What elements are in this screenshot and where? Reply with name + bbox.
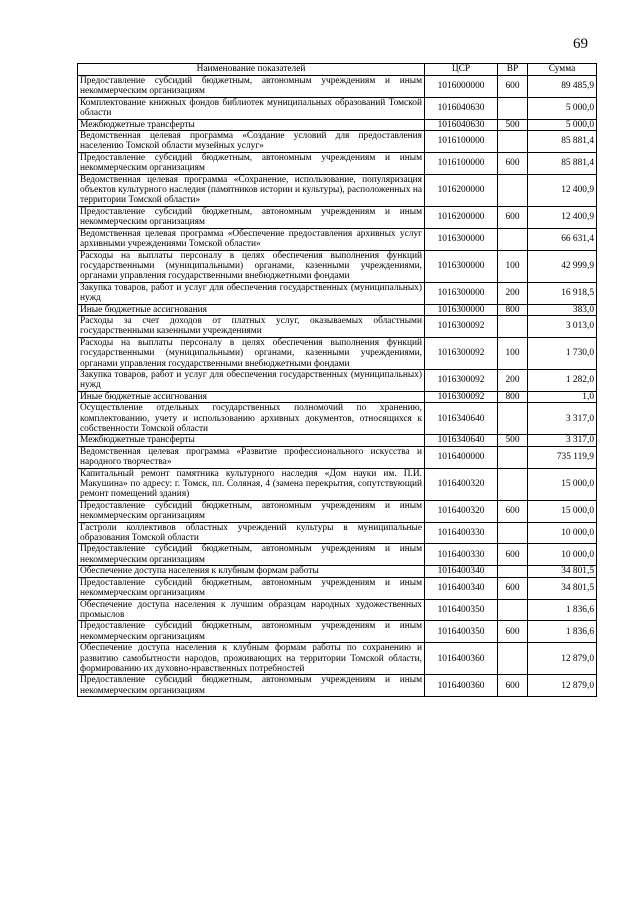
- cell-csr: 1016400000: [425, 446, 498, 468]
- cell-csr: 1016300000: [425, 282, 498, 304]
- cell-csr: 1016340640: [425, 403, 498, 435]
- cell-sum: 5 000,0: [528, 97, 597, 119]
- cell-vr: [498, 468, 528, 500]
- cell-sum: 85 881,4: [528, 152, 597, 174]
- table-row: [78, 282, 597, 304]
- page-number: 69: [573, 36, 588, 52]
- cell-vr: 600: [498, 544, 528, 566]
- table-row: [78, 391, 597, 402]
- table-row: [78, 577, 597, 599]
- cell-csr: 1016400320: [425, 468, 498, 500]
- cell-name: Предоставление субсидий бюджетным, автономным учреждениям и иным некоммерческим организациям: [78, 500, 425, 522]
- cell-name: Ведомственная целевая программа «Сохранение, использование, популяризация объектов культурного наследия (памятников истории и культуры), расположенных на территории Томской области»: [78, 174, 425, 206]
- cell-csr: 1016040630: [425, 97, 498, 119]
- cell-vr: [498, 97, 528, 119]
- cell-vr: 100: [498, 250, 528, 282]
- cell-name: Расходы на выплаты персоналу в целях обеспечения выполнения функций государственными (муниципальными) органами, казенными учреждениями, органами управления государственными внебюджетными фондами: [78, 250, 425, 282]
- cell-vr: [498, 566, 528, 577]
- cell-sum: 5 000,0: [528, 119, 597, 130]
- table-row: [78, 566, 597, 577]
- cell-csr: 1016400350: [425, 599, 498, 621]
- cell-sum: 34 801,5: [528, 577, 597, 599]
- cell-sum: 16 918,5: [528, 282, 597, 304]
- cell-vr: 500: [498, 119, 528, 130]
- cell-csr: 1016400330: [425, 522, 498, 544]
- table-header: [78, 64, 597, 76]
- table-row: [78, 152, 597, 174]
- cell-csr: 1016300092: [425, 337, 498, 369]
- cell-sum: 735 119,9: [528, 446, 597, 468]
- cell-csr: 1016300092: [425, 369, 498, 391]
- cell-vr: 600: [498, 500, 528, 522]
- cell-csr: 1016100000: [425, 152, 498, 174]
- table-row: [78, 131, 597, 153]
- cell-csr: 1016300000: [425, 250, 498, 282]
- cell-vr: [498, 131, 528, 153]
- table-row: [78, 228, 597, 250]
- cell-sum: 15 000,0: [528, 500, 597, 522]
- table-row: [78, 675, 597, 697]
- budget-table: [77, 63, 597, 697]
- cell-vr: 500: [498, 435, 528, 446]
- cell-vr: [498, 228, 528, 250]
- cell-vr: 600: [498, 76, 528, 98]
- cell-name: Расходы на выплаты персоналу в целях обеспечения выполнения функций государственными (муниципальными) органами, казенными учреждениями, органами управления государственными внебюджетными фондами: [78, 337, 425, 369]
- cell-name: Расходы за счет доходов от платных услуг, оказываемых областными государственными казенными учреждениями: [78, 315, 425, 337]
- cell-sum: 12 400,9: [528, 174, 597, 206]
- header-sum: Сумма: [528, 64, 597, 76]
- table-row: [78, 544, 597, 566]
- cell-csr: 1016340640: [425, 435, 498, 446]
- table-row: [78, 315, 597, 337]
- cell-name: Межбюджетные трансферты: [78, 435, 425, 446]
- cell-vr: 800: [498, 304, 528, 315]
- cell-vr: [498, 446, 528, 468]
- header-vr: ВР: [498, 64, 528, 76]
- cell-sum: 1 730,0: [528, 337, 597, 369]
- header-csr: ЦСР: [425, 64, 498, 76]
- cell-sum: 85 881,4: [528, 131, 597, 153]
- table-row: [78, 76, 597, 98]
- cell-name: Ведомственная целевая программа «Создание условий для предоставления населению Томской области музейных услуг»: [78, 131, 425, 153]
- cell-name: Предоставление субсидий бюджетным, автономным учреждениям и иным некоммерческим организациям: [78, 206, 425, 228]
- cell-name: Предоставление субсидий бюджетным, автономным учреждениям и иным некоммерческим организациям: [78, 621, 425, 643]
- cell-csr: 1016300000: [425, 228, 498, 250]
- cell-name: Комплектование книжных фондов библиотек муниципальных образований Томской области: [78, 97, 425, 119]
- cell-name: Обеспечение доступа населения к клубным формам работы: [78, 566, 425, 577]
- cell-sum: 89 485,9: [528, 76, 597, 98]
- table-row: [78, 403, 597, 435]
- cell-csr: 1016400360: [425, 643, 498, 675]
- table-row: [78, 468, 597, 500]
- cell-sum: 3 317,0: [528, 435, 597, 446]
- cell-name: Капитальный ремонт памятника культурного наследия «Дом науки им. П.И. Макушина» по адресу: г. Томск, пл. Соляная, 4 (замена перекрытия, сопутствующий ремонт помещений здания): [78, 468, 425, 500]
- cell-vr: [498, 174, 528, 206]
- table-row: [78, 250, 597, 282]
- cell-vr: 100: [498, 337, 528, 369]
- cell-sum: 10 000,0: [528, 522, 597, 544]
- cell-csr: 1016040630: [425, 119, 498, 130]
- table-row: [78, 435, 597, 446]
- cell-csr: 1016000000: [425, 76, 498, 98]
- cell-name: Предоставление субсидий бюджетным, автономным учреждениям и иным некоммерческим организациям: [78, 577, 425, 599]
- table-row: [78, 643, 597, 675]
- cell-vr: 600: [498, 152, 528, 174]
- cell-sum: 3 013,0: [528, 315, 597, 337]
- table-row: [78, 97, 597, 119]
- cell-sum: 66 631,4: [528, 228, 597, 250]
- cell-vr: [498, 315, 528, 337]
- table-row: [78, 206, 597, 228]
- cell-csr: 1016400350: [425, 621, 498, 643]
- cell-sum: 3 317,0: [528, 403, 597, 435]
- cell-vr: 600: [498, 577, 528, 599]
- cell-name: Гастроли коллективов областных учреждений культуры в муниципальные образования Томской области: [78, 522, 425, 544]
- table-row: [78, 119, 597, 130]
- cell-name: Осуществление отдельных государственных полномочий по хранению, комплектованию, учету и использованию архивных документов, относящихся к собственности Томской области: [78, 403, 425, 435]
- cell-name: Предоставление субсидий бюджетным, автономным учреждениям и иным некоммерческим организациям: [78, 152, 425, 174]
- cell-sum: 383,0: [528, 304, 597, 315]
- cell-csr: 1016300092: [425, 315, 498, 337]
- cell-csr: 1016400340: [425, 566, 498, 577]
- cell-vr: 600: [498, 621, 528, 643]
- cell-csr: 1016400330: [425, 544, 498, 566]
- cell-vr: [498, 522, 528, 544]
- cell-vr: 800: [498, 391, 528, 402]
- table-row: [78, 446, 597, 468]
- cell-name: Предоставление субсидий бюджетным, автономным учреждениям и иным некоммерческим организациям: [78, 544, 425, 566]
- cell-sum: 1 836,6: [528, 621, 597, 643]
- cell-csr: 1016200000: [425, 206, 498, 228]
- cell-csr: 1016400320: [425, 500, 498, 522]
- cell-sum: 10 000,0: [528, 544, 597, 566]
- cell-sum: 34 801,5: [528, 566, 597, 577]
- cell-name: Межбюджетные трансферты: [78, 119, 425, 130]
- cell-csr: 1016100000: [425, 131, 498, 153]
- cell-csr: 1016400340: [425, 577, 498, 599]
- cell-sum: 1 836,6: [528, 599, 597, 621]
- table-body: [78, 76, 597, 697]
- cell-name: Предоставление субсидий бюджетным, автономным учреждениям и иным некоммерческим организациям: [78, 675, 425, 697]
- table-row: [78, 621, 597, 643]
- cell-csr: 1016300000: [425, 304, 498, 315]
- table-row: [78, 174, 597, 206]
- table-row: [78, 599, 597, 621]
- cell-name: Иные бюджетные ассигнования: [78, 304, 425, 315]
- cell-sum: 1,0: [528, 391, 597, 402]
- cell-name: Иные бюджетные ассигнования: [78, 391, 425, 402]
- cell-csr: 1016300092: [425, 391, 498, 402]
- cell-vr: [498, 403, 528, 435]
- cell-vr: 200: [498, 282, 528, 304]
- cell-vr: [498, 599, 528, 621]
- table-row: [78, 500, 597, 522]
- cell-vr: 200: [498, 369, 528, 391]
- cell-vr: [498, 643, 528, 675]
- cell-name: Предоставление субсидий бюджетным, автономным учреждениям и иным некоммерческим организациям: [78, 76, 425, 98]
- cell-sum: 12 400,9: [528, 206, 597, 228]
- cell-sum: 1 282,0: [528, 369, 597, 391]
- cell-name: Закупка товаров, работ и услуг для обеспечения государственных (муниципальных) нужд: [78, 282, 425, 304]
- table-row: [78, 369, 597, 391]
- cell-csr: 1016400360: [425, 675, 498, 697]
- cell-sum: 42 999,9: [528, 250, 597, 282]
- table-row: [78, 337, 597, 369]
- cell-name: Закупка товаров, работ и услуг для обеспечения государственных (муниципальных) нужд: [78, 369, 425, 391]
- cell-sum: 12 879,0: [528, 675, 597, 697]
- header-row: [78, 64, 597, 76]
- cell-name: Ведомственная целевая программа «Обеспечение предоставления архивных услуг архивными учреждениями Томской области»: [78, 228, 425, 250]
- cell-sum: 12 879,0: [528, 643, 597, 675]
- header-name: Наименование показателей: [78, 64, 425, 76]
- cell-vr: 600: [498, 675, 528, 697]
- table-row: [78, 304, 597, 315]
- cell-csr: 1016200000: [425, 174, 498, 206]
- cell-name: Обеспечение доступа населения к клубным формам работы по сохранению и развитию самобытности народов, проживающих на территории Томской области, формированию их духовно-нравственных потребностей: [78, 643, 425, 675]
- cell-vr: 600: [498, 206, 528, 228]
- cell-name: Обеспечение доступа населения к лучшим образцам народных художественных промыслов: [78, 599, 425, 621]
- cell-name: Ведомственная целевая программа «Развитие профессионального искусства и народного творчества»: [78, 446, 425, 468]
- cell-sum: 15 000,0: [528, 468, 597, 500]
- table-row: [78, 522, 597, 544]
